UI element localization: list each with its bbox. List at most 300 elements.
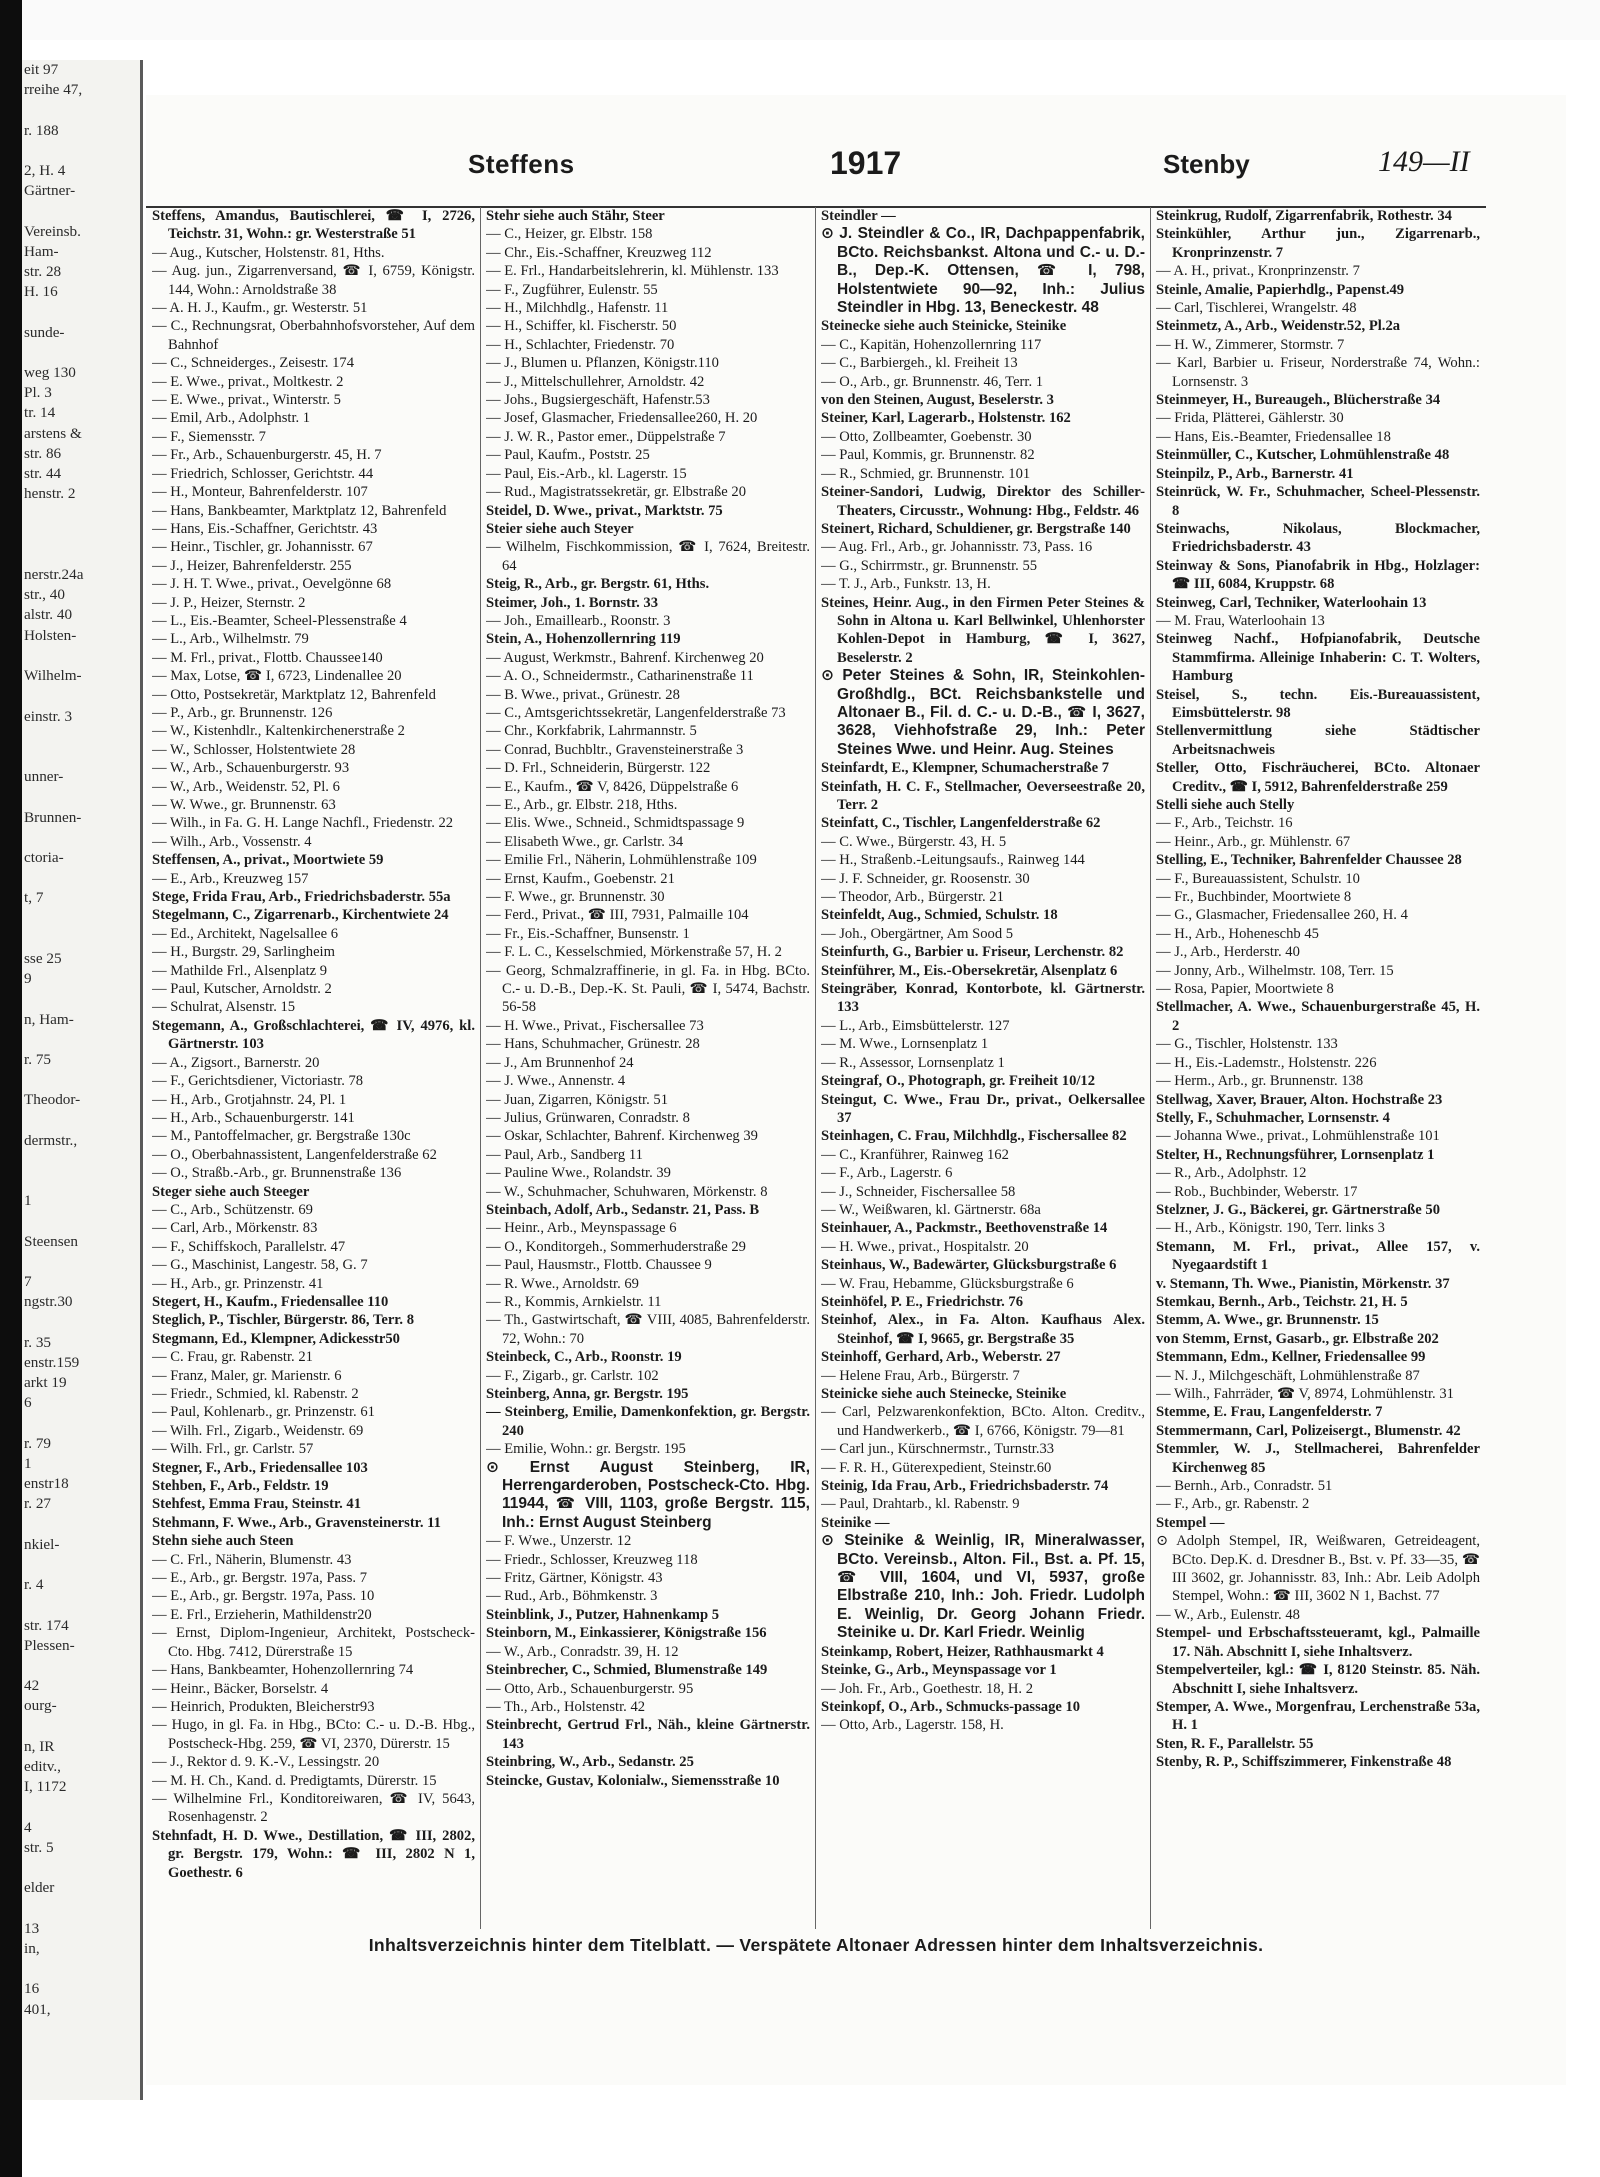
directory-entry: — Wilh. Frl., Zigarb., Weidenstr. 69	[152, 1422, 364, 1439]
directory-entry: — G., Glasmacher, Friedensallee 260, H. 4	[1156, 907, 1408, 924]
directory-entry: — J. P., Heizer, Sternstr. 2	[152, 594, 306, 611]
directory-entry: Steinkühler, Arthur jun., Zigarrenarb., Kronprinzenstr. 7	[1156, 226, 1480, 261]
directory-entry: — Fr., Eis.-Schaffner, Bunsenstr. 1	[486, 925, 690, 942]
directory-entry: — E., Arb., gr. Bergstr. 197a, Pass. 10	[152, 1588, 375, 1605]
directory-entry: — R., Kommis, Arnkielstr. 11	[486, 1293, 662, 1310]
directory-entry: — Schulrat, Alsenstr. 15	[152, 999, 296, 1016]
adjacent-page-text: elder	[24, 1879, 55, 1897]
directory-entry: — O., Oberbahnassistent, Langenfelderstraße 62	[152, 1146, 437, 1163]
adjacent-page-text: str. 86	[24, 444, 62, 462]
directory-entry: — Theodor, Arb., Bürgerstr. 21	[821, 889, 1004, 906]
directory-entry: Steinhagen, C. Frau, Milchhdlg., Fischersallee 82	[821, 1128, 1127, 1145]
adjacent-page-text: Wilhelm-	[24, 667, 82, 685]
directory-entry: ⊙ J. Steindler & Co., IR, Dachpappenfabrik, BCto. Reichsbankst. Altona und C.- u. D.-B., Dep.-K. Ottensen, ☎ I, 798, Holstentwiete 90—92, Inh.: Julius Steindler in Hbg. 13, Beneckestr. 48	[821, 225, 1145, 317]
directory-entry: — G., Schirrmstr., gr. Brunnenstr. 55	[821, 557, 1038, 574]
directory-entry: — L., Eis.-Beamter, Scheel-Plessenstraße 4	[152, 612, 407, 629]
adjacent-page-text: Brunnen-	[24, 808, 82, 826]
directory-entry: Steinberg, Anna, gr. Bergstr. 195	[486, 1386, 689, 1402]
directory-entry: — J., Am Brunnenhof 24	[486, 1054, 634, 1071]
directory-entry: Stemmermann, Carl, Polizeisergt., Blumenstr. 42	[1156, 1422, 1461, 1439]
directory-entry: — Helene Frau, Arb., Bürgerstr. 7	[821, 1367, 1020, 1384]
directory-entry: — Max, Lotse, ☎ I, 6723, Lindenallee 20	[152, 668, 402, 685]
adjacent-page-text: Ham-	[24, 242, 59, 260]
directory-entry: — F., Schiffskoch, Parallelstr. 47	[152, 1238, 346, 1255]
directory-entry: Stenby, R. P., Schiffszimmerer, Finkenstraße 48	[1156, 1754, 1452, 1771]
directory-entry: Stellenvermittlung siehe Städtischer Arbeitsnachweis	[1156, 723, 1480, 758]
adjacent-page-text	[22, 1717, 140, 1737]
adjacent-page-text: nkiel-	[24, 1535, 60, 1553]
directory-entry: Stehfest, Emma Frau, Steinstr. 41	[152, 1496, 362, 1513]
directory-entry: — Paul, Eis.-Arb., kl. Lagerstr. 15	[486, 465, 687, 482]
directory-entry: Steglich, P., Tischler, Bürgerstr. 86, Terr. 8	[152, 1312, 415, 1329]
directory-entry: — H., Monteur, Bahrenfelderstr. 107	[152, 484, 368, 501]
directory-entry: — W., Weißwaren, kl. Gärtnerstr. 68a	[821, 1201, 1041, 1218]
adjacent-page-text: nerstr.24a	[24, 566, 84, 584]
directory-entry: — E., Arb., gr. Elbstr. 218, Hths.	[486, 797, 678, 813]
directory-entry: ⊙ Peter Steines & Sohn, IR, Steinkohlen-Großhdlg., BCt. Reichsbankstelle und Altonaer B., Fil. d. C.- u. D.-B., ☎ I, 3627, 3628, Viehhofstraße 29, Inh.: Peter Steines Wwe. und Heinr. Aug. Steines	[821, 667, 1145, 758]
directory-entry: — F., Bureauassistent, Schulstr. 10	[1156, 870, 1360, 887]
adjacent-page-text	[22, 929, 140, 949]
adjacent-page-text	[22, 1171, 140, 1191]
adjacent-page-text: einstr. 3	[24, 707, 73, 725]
adjacent-page-edge	[22, 60, 143, 2100]
adjacent-page-text: Steensen	[24, 1232, 78, 1250]
adjacent-page-text: arstens &	[24, 424, 82, 442]
directory-entry: — Heinr., Arb., gr. Mühlenstr. 67	[1156, 833, 1351, 850]
adjacent-page-text: tr. 14	[24, 404, 56, 422]
directory-entry: Stemm, A. Wwe., gr. Brunnenstr. 15	[1156, 1312, 1379, 1329]
directory-entry: Steinbrecher, C., Schmied, Blumenstraße 149	[486, 1662, 768, 1679]
directory-entry: Steinert, Richard, Schuldiener, gr. Bergstraße 140	[821, 520, 1131, 537]
directory-entry: — Ferd., Privat., ☎ III, 7931, Palmaille 104	[486, 907, 749, 924]
directory-entry: — F., Arb., Lagerstr. 6	[821, 1165, 953, 1182]
directory-entry: — F. L. C., Kesselschmied, Mörkenstraße 57, H. 2	[486, 944, 782, 961]
directory-entry: — Wilh., in Fa. G. H. Lange Nachfl., Friedenstr. 22	[152, 815, 454, 832]
directory-entry: — A. H. J., Kaufm., gr. Westerstr. 51	[152, 300, 368, 317]
directory-entry: — C. Wwe., Bürgerstr. 43, H. 5	[821, 833, 1007, 850]
adjacent-page-text: str. 44	[24, 465, 62, 483]
directory-entry: — Carl, Arb., Mörkenstr. 83	[152, 1220, 318, 1237]
directory-entry: Steinhauer, A., Packmstr., Beethovenstraße 14	[821, 1220, 1108, 1237]
directory-entry: — R., Assessor, Lornsenplatz 1	[821, 1054, 1005, 1071]
directory-entry: — Heinr., Arb., Meynspassage 6	[486, 1220, 677, 1237]
directory-entry: Stegemann, A., Großschlachterei, ☎ IV, 4976, kl. Gärtnerstr. 103	[152, 1017, 475, 1053]
page-header	[146, 143, 1566, 183]
directory-entry: — E. Wwe., privat., Winterstr. 5	[152, 392, 341, 409]
adjacent-page-text: henstr. 2	[24, 485, 76, 503]
directory-entry: Steinway & Sons, Pianofabrik in Hbg., Holzlager: ☎ III, 6084, Kruppstr. 68	[1156, 557, 1480, 593]
directory-entry: Stemkau, Bernh., Arb., Teichstr. 21, H. 5	[1156, 1293, 1408, 1310]
directory-entry: Stehben, F., Arb., Feldstr. 19	[152, 1478, 329, 1495]
directory-entry: — F. Wwe., Unzerstr. 12	[486, 1533, 632, 1550]
directory-entry: Steffens, Amandus, Bautischlerei, ☎ I, 2726, Teichstr. 31, Wohn.: gr. Westerstraße 51	[152, 208, 475, 243]
directory-entry: — J., Blumen u. Pflanzen, Königstr.110	[486, 355, 719, 372]
directory-entry: — Joh., Emaillearb., Roonstr. 3	[486, 612, 671, 629]
directory-entry: — Heinrich, Produkten, Bleicherstr93	[152, 1698, 375, 1715]
directory-entry: Steller, Otto, Fischräucherei, BCto. Altonaer Creditv., ☎ I, 5912, Bahrenfelderstraße 259	[1156, 760, 1480, 795]
directory-entry: — Joh. Fr., Arb., Goethestr. 18, H. 2	[821, 1680, 1034, 1697]
directory-entry: Steinwachs, Nikolaus, Blockmacher, Friedrichsbaderstr. 43	[1156, 520, 1480, 556]
adjacent-page-text: enstr.159	[24, 1354, 80, 1371]
directory-entry: — Paul, Kaufm., Poststr. 25	[486, 447, 650, 464]
directory-entry: — Rob., Buchbinder, Weberstr. 17	[1156, 1183, 1358, 1200]
adjacent-page-text	[22, 686, 140, 706]
directory-entry: Stehmann, F. Wwe., Arb., Gravensteinerstr. 11	[152, 1514, 441, 1531]
directory-entry: — F., Arb., gr. Rabenstr. 2	[1156, 1496, 1310, 1513]
directory-entry: — H., Arb., Schauenburgerstr. 141	[152, 1109, 355, 1126]
directory-entry: — H., Straßenb.-Leitungsaufs., Rainweg 144	[821, 852, 1085, 869]
directory-entry: — Paul, Kommis, gr. Brunnenstr. 82	[821, 447, 1035, 464]
adjacent-page-text	[22, 1070, 140, 1090]
directory-entry: — C., Amtsgerichtssekretär, Langenfelderstraße 73	[486, 704, 786, 721]
adjacent-page-text: ourg-	[24, 1697, 57, 1715]
directory-entry: — H., Schlachter, Friedenstr. 70	[486, 336, 675, 353]
directory-entry: — W., Kistenhdlr., Kaltenkirchenerstraße 2	[152, 723, 405, 740]
directory-entry: — W. Wwe., gr. Brunnenstr. 63	[152, 797, 336, 813]
adjacent-page-text	[22, 100, 140, 120]
directory-entry: — P., Arb., gr. Brunnenstr. 126	[152, 704, 333, 721]
directory-entry: — Paul, Hausmstr., Flottb. Chaussee 9	[486, 1257, 712, 1274]
directory-entry: — J. F. Schneider, gr. Roosenstr. 30	[821, 870, 1030, 887]
adjacent-page-text	[22, 1656, 140, 1676]
adjacent-page-text	[22, 1252, 140, 1272]
directory-entry: — Chr., Korkfabrik, Lahrmannstr. 5	[486, 723, 697, 740]
adjacent-page-text: str. 174	[24, 1616, 69, 1634]
directory-entry: Steinrück, W. Fr., Schuhmacher, Scheel-Plessenstr. 8	[1156, 484, 1480, 519]
directory-entry: — C. Frl., Näherin, Blumenstr. 43	[152, 1551, 352, 1568]
directory-entry: — J. Wwe., Annenstr. 4	[486, 1073, 626, 1090]
directory-entry: — Frida, Plätterei, Gählerstr. 30	[1156, 410, 1344, 427]
directory-entry: — Th., Arb., Holstenstr. 42	[486, 1698, 646, 1715]
directory-entry: — Josef, Glasmacher, Friedensallee260, H. 20	[486, 410, 758, 427]
directory-entry: Stellwag, Xaver, Brauer, Alton. Hochstraße 23	[1156, 1091, 1443, 1108]
adjacent-page-text	[22, 727, 140, 747]
directory-entry: Steingraf, O., Photograph, gr. Freiheit 10/12	[821, 1073, 1096, 1090]
directory-entry: — Herm., Arb., gr. Brunnenstr. 138	[1156, 1073, 1364, 1090]
directory-entry: — Juan, Zigarren, Königstr. 51	[486, 1091, 668, 1108]
directory-entry: Steinhoff, Gerhard, Arb., Weberstr. 27	[821, 1349, 1061, 1366]
directory-entry: Stehr siehe auch Stähr, Steer	[486, 208, 665, 224]
adjacent-page-text	[22, 1151, 140, 1171]
directory-entry: Stegelmann, C., Zigarrenarb., Kirchentwiete 24	[152, 907, 449, 924]
directory-entry: — W., Arb., Weidenstr. 52, Pl. 6	[152, 778, 340, 795]
directory-entry: — Rud., Magistratssekretär, gr. Elbstraße 20	[486, 484, 747, 501]
directory-entry: — J., Heizer, Bahrenfelderstr. 255	[152, 557, 352, 574]
directory-entry: — Aug., Kutscher, Holstenstr. 81, Hths.	[152, 244, 385, 261]
adjacent-page-text: weg 130	[24, 364, 76, 382]
directory-entry: — F. R. H., Güterexpedient, Steinstr.60	[821, 1459, 1052, 1476]
directory-entry: ⊙ Steinike & Weinlig, IR, Mineralwasser, BCto. Vereinsb., Alton. Fil., Bst. a. Pf. 15, ☎ VIII, 1604, und VI, 5937, große Elbstraße 210, Inh.: Joh. Friedr. Ludolph E. Weinlig, Dr. Georg Johann Friedr. Steinike u. Dr. Karl Friedr. Weinlig	[821, 1532, 1145, 1642]
directory-entry: — Carl, Tischlerei, Wrangelstr. 48	[1156, 300, 1357, 317]
footer-note: Inhaltsverzeichnis hinter dem Titelblatt. — Verspätete Altonaer Adressen hinter dem Inhaltsverzeichnis.	[368, 1935, 1264, 1955]
adjacent-page-text: r. 4	[24, 1576, 44, 1594]
directory-entry: Steinkopf, O., Arb., Schmucks-passage 10	[821, 1698, 1081, 1715]
adjacent-page-text	[22, 504, 140, 524]
directory-entry: — Friedrich, Schlosser, Gerichtstr. 44	[152, 465, 374, 482]
directory-entry: Steinmeyer, H., Bureaugeh., Blücherstraße 34	[1156, 392, 1441, 409]
column-1	[152, 207, 475, 1929]
adjacent-page-text	[22, 1797, 140, 1817]
directory-entry: — F. Wwe., gr. Brunnenstr. 30	[486, 889, 665, 906]
adjacent-page-text: I, 1172	[24, 1778, 67, 1796]
adjacent-page-text: 6	[24, 1394, 32, 1412]
directory-entry: — F., Arb., Teichstr. 16	[1156, 815, 1293, 832]
directory-entry: — Ed., Architekt, Nagelsallee 6	[152, 925, 339, 942]
directory-entry: — H., Arb., Grotjahnstr. 24, Pl. 1	[152, 1091, 347, 1108]
directory-entry: — L., Arb., Wilhelmstr. 79	[152, 631, 309, 648]
directory-entry: — Paul, Kutscher, Arnoldstr. 2	[152, 981, 332, 998]
directory-entry: — Johs., Bugsiergeschäft, Hafenstr.53	[486, 392, 710, 409]
adjacent-page-text: rreihe 47,	[24, 81, 83, 99]
directory-entry: — Ernst, Kaufm., Goebenstr. 21	[486, 870, 675, 887]
adjacent-page-text	[22, 1030, 140, 1050]
directory-entry: — Oskar, Schlachter, Bahrenf. Kirchenweg 39	[486, 1128, 758, 1145]
directory-entry: — Paul, Arb., Sandberg 11	[486, 1146, 643, 1163]
directory-entry: Stegner, F., Arb., Friedensallee 103	[152, 1459, 368, 1476]
adjacent-page-text: arkt 19	[24, 1374, 67, 1392]
directory-entry: Steinhaus, W., Badewärter, Glücksburgstraße 6	[821, 1257, 1117, 1274]
directory-entry: — G., Maschinist, Langestr. 58, G. 7	[152, 1257, 368, 1274]
adjacent-page-text: H. 16	[24, 283, 58, 301]
adjacent-page-text: Pl. 3	[24, 384, 52, 402]
directory-entry: — W., Arb., Schauenburgerstr. 93	[152, 760, 350, 777]
directory-entry: Steinbring, W., Arb., Sedanstr. 25	[486, 1754, 694, 1771]
directory-entry: — E., Arb., gr. Bergstr. 197a, Pass. 7	[152, 1570, 367, 1587]
directory-entry: Steinbach, Adolf, Arb., Sedanstr. 21, Pass. B	[486, 1201, 760, 1218]
adjacent-page-text: Theodor-	[24, 1091, 81, 1109]
directory-entry: — Bernh., Arb., Conradstr. 51	[1156, 1478, 1333, 1495]
directory-entry: — H., Eis.-Lademstr., Holstenstr. 226	[1156, 1054, 1377, 1071]
directory-entry: — Elisabeth Wwe., gr. Carlstr. 34	[486, 833, 684, 850]
directory-entry: — C., Rechnungsrat, Oberbahnhofsvorsteher, Auf dem Bahnhof	[152, 318, 475, 353]
directory-entry: — F., Gerichtsdiener, Victoriastr. 78	[152, 1073, 364, 1090]
directory-entry: Stege, Frida Frau, Arb., Friedrichsbaderstr. 55a	[152, 889, 451, 906]
adjacent-page-text	[22, 141, 140, 161]
directory-entry: — J. H. T. Wwe., privat., Oevelgönne 68	[152, 576, 392, 593]
adjacent-page-text: 16	[24, 1980, 40, 1998]
directory-entry: Stellmacher, A. Wwe., Schauenburgerstraße 45, H. 2	[1156, 999, 1480, 1034]
directory-entry: — A., Zigsort., Barnerstr. 20	[152, 1054, 320, 1071]
adjacent-page-text: 42	[24, 1677, 40, 1695]
directory-entry: Steinhof, Alex., in Fa. Alton. Kaufhaus Alex. Steinhof, ☎ I, 9665, gr. Bergstraße 35	[821, 1312, 1145, 1347]
adjacent-page-text: Holsten-	[24, 626, 77, 644]
directory-entry: — W., Arb., Eulenstr. 48	[1156, 1606, 1300, 1623]
directory-entry: — Otto, Postsekretär, Marktplatz 12, Bahrenfeld	[152, 686, 436, 703]
directory-entry: — O., Konditorgeh., Sommerhuderstraße 29	[486, 1238, 746, 1255]
directory-entry: — Joh., Obergärtner, Am Sood 5	[821, 925, 1014, 942]
column-2	[486, 207, 810, 1929]
directory-entry: — A. O., Schneidermstr., Catharinenstraße 11	[486, 668, 754, 685]
directory-entry: Steinkrug, Rudolf, Zigarrenfabrik, Rothestr. 34	[1156, 208, 1452, 224]
directory-entry: Steincke, Gustav, Kolonialw., Siemensstraße 10	[486, 1772, 780, 1789]
directory-entry: Stelli siehe auch Stelly	[1156, 797, 1295, 813]
directory-entry: — C., Arb., Schützenstr. 69	[152, 1201, 313, 1218]
directory-entry: — Fritz, Gärtner, Königstr. 43	[486, 1570, 663, 1587]
directory-entry: Steingräber, Konrad, Kontorbote, kl. Gärtnerstr. 133	[821, 981, 1145, 1016]
directory-entry: — Aug. Frl., Arb., gr. Johannisstr. 73, Pass. 16	[821, 539, 1093, 556]
adjacent-page-text: str. 28	[24, 263, 62, 281]
directory-entry: Steinbeck, C., Arb., Roonstr. 19	[486, 1349, 682, 1366]
directory-entry: — Wilhelmine Frl., Konditoreiwaren, ☎ IV, 5643, Rosenhagenstr. 2	[152, 1790, 475, 1826]
directory-entry: von Stemm, Ernst, Gasarb., gr. Elbstraße 202	[1156, 1330, 1439, 1347]
directory-entry: — T. J., Arb., Funkstr. 13, H.	[821, 576, 991, 593]
directory-page	[146, 95, 1566, 2085]
directory-entry: — A. H., privat., Kronprinzenstr. 7	[1156, 263, 1360, 280]
directory-entry: Stemper, A. Wwe., Morgenfrau, Lerchenstraße 53a, H. 1	[1156, 1698, 1480, 1734]
directory-entry: — Julius, Grünwaren, Conradstr. 8	[486, 1109, 690, 1126]
directory-entry: — Wilh. Frl., gr. Carlstr. 57	[152, 1441, 314, 1458]
directory-entry: — Hans, Bankbeamter, Marktplatz 12, Bahrenfeld	[152, 502, 447, 519]
adjacent-page-text: enstr18	[24, 1475, 69, 1493]
directory-entry: Steingut, C. Wwe., Frau Dr., privat., Oelkersallee 37	[821, 1091, 1145, 1126]
directory-entry: — G., Tischler, Holstenstr. 133	[1156, 1036, 1338, 1053]
directory-entry: Steinfath, H. C. F., Stellmacher, Oeverseestraße 20, Terr. 2	[821, 778, 1145, 813]
adjacent-page-text: n, Ham-	[24, 1010, 74, 1028]
directory-entry: — C., Kapitän, Hohenzollernring 117	[821, 336, 1042, 353]
directory-entry: — Johanna Wwe., privat., Lohmühlenstraße 101	[1156, 1128, 1440, 1145]
adjacent-page-text	[22, 1595, 140, 1615]
adjacent-page-text: eit 97	[24, 61, 59, 78]
directory-entry: — H. W., Zimmerer, Stormstr. 7	[1156, 336, 1345, 353]
adjacent-page-text: ctoria-	[24, 848, 64, 866]
directory-entry: — Friedr., Schmied, kl. Rabenstr. 2	[152, 1386, 359, 1402]
directory-entry: — Rud., Arb., Böhmkenstr. 3	[486, 1588, 658, 1605]
directory-entry: — C. Frau, gr. Rabenstr. 21	[152, 1349, 313, 1366]
directory-entry: — E., Arb., Kreuzweg 157	[152, 870, 309, 887]
adjacent-page-text: ngstr.30	[24, 1293, 73, 1311]
directory-entry: — M. Frl., privat., Flottb. Chaussee140	[152, 649, 383, 666]
directory-entry: von den Steinen, August, Beselerstr. 3	[821, 392, 1054, 409]
directory-entry: — Friedr., Schlosser, Kreuzweg 118	[486, 1551, 698, 1568]
adjacent-page-text: 2, H. 4	[24, 162, 66, 180]
directory-entry: — F., Siemensstr. 7	[152, 428, 266, 445]
directory-entry: — Otto, Zollbeamter, Goebenstr. 30	[821, 428, 1032, 445]
directory-entry: Steig, R., Arb., gr. Bergstr. 61, Hths.	[486, 576, 710, 593]
adjacent-page-text: 13	[24, 1919, 40, 1937]
directory-entry: — Heinr., Tischler, gr. Johannisstr. 67	[152, 539, 373, 556]
directory-entry: — Emilie Frl., Näherin, Lohmühlenstraße 109	[486, 852, 757, 869]
directory-entry: — R., Schmied, gr. Brunnenstr. 101	[821, 465, 1031, 482]
directory-entry: — Paul, Drahtarb., kl. Rabenstr. 9	[821, 1496, 1020, 1513]
directory-entry: Steinfeldt, Aug., Schmied, Schulstr. 18	[821, 907, 1058, 924]
directory-entry: — H., Arb., Königstr. 190, Terr. links 3	[1156, 1220, 1385, 1237]
adjacent-page-text: 7	[24, 1273, 32, 1291]
directory-entry: — J., Arb., Herderstr. 40	[1156, 944, 1300, 961]
adjacent-page-text: 1	[24, 1192, 32, 1210]
page-number: 149—II	[1378, 145, 1470, 178]
directory-entry: — W., Arb., Conradstr. 39, H. 12	[486, 1643, 679, 1660]
directory-entry: Steinike —	[821, 1514, 890, 1531]
directory-entry: — Conrad, Buchbltr., Gravensteinerstraße 3	[486, 741, 744, 758]
adjacent-page-text: r. 75	[24, 1050, 52, 1068]
adjacent-page-text: 4	[24, 1818, 32, 1836]
directory-entry: Steinpilz, P., Arb., Barnerstr. 41	[1156, 465, 1354, 482]
directory-entry: — Th., Gastwirtschaft, ☎ VIII, 4085, Bahrenfelderstr. 72, Wohn.: 70	[486, 1312, 810, 1347]
adjacent-page-text: r. 188	[24, 121, 59, 139]
directory-entry: — H. Wwe., privat., Hospitalstr. 20	[821, 1238, 1029, 1255]
directory-entry: — H., Arb., Hoheneschb 45	[1156, 925, 1319, 942]
directory-entry: — Mathilde Frl., Alsenplatz 9	[152, 962, 328, 979]
directory-entry: — C., Kranführer, Rainweg 162	[821, 1146, 1009, 1163]
adjacent-page-text: str. 5	[24, 1838, 54, 1856]
directory-entry: — August, Werkmstr., Bahrenf. Kirchenweg 20	[486, 649, 764, 666]
directory-entry: Stemann, M. Frl., privat., Allee 157, v. Nyegaardstift 1	[1156, 1238, 1480, 1274]
directory-entry: Stempel —	[1156, 1514, 1225, 1531]
directory-entry: — J. W. R., Pastor emer., Düppelstraße 7	[486, 428, 726, 445]
directory-entry: Steffensen, A., privat., Moortwiete 59	[152, 852, 384, 869]
adjacent-page-text: sunde-	[24, 323, 65, 341]
directory-entry: ⊙ Adolph Stempel, IR, Weißwaren, Getreideagent, BCto. Dep.K. d. Dresdner B., Bst. v. Pf. 33—35, ☎ III 3602, gr. Johannisstr. 83, Inh.: Abr. Leib Adolph Stempel, Wohn.: ☎ III, 3602 N 1, Bachst. 77	[1156, 1533, 1480, 1605]
column-4	[1156, 207, 1480, 1929]
directory-entry: — Wilh., Arb., Vossenstr. 4	[152, 833, 312, 850]
directory-entry: — B. Wwe., privat., Grünestr. 28	[486, 686, 680, 703]
adjacent-page-text: sse 25	[24, 949, 62, 967]
adjacent-page-text	[22, 525, 140, 545]
adjacent-page-text	[22, 828, 140, 848]
directory-entry: — W., Schuhmacher, Schuhwaren, Mörkenstr. 8	[486, 1183, 768, 1200]
directory-entry: — Hugo, in gl. Fa. in Hbg., BCto: C.- u. D.-B. Hbg., Postscheck-Hbg. 259, ☎ VI, 2370, Dürerstr. 15	[152, 1717, 475, 1752]
directory-entry: — Carl jun., Kürschnermstr., Turnstr.33	[821, 1441, 1055, 1458]
column-divider	[815, 207, 816, 1929]
directory-entry: — N. J., Milchgeschäft, Lohmühlenstraße 87	[1156, 1367, 1420, 1384]
directory-entry: — O., Straßb.-Arb., gr. Brunnenstraße 136	[152, 1165, 402, 1182]
directory-entry: Steinke, G., Arb., Meynspassage vor 1	[821, 1662, 1057, 1679]
adjacent-page-text	[22, 302, 140, 322]
directory-entry: — C., Heizer, gr. Elbstr. 158	[486, 226, 653, 243]
column-3	[821, 207, 1145, 1929]
directory-entry: Steinecke siehe auch Steinicke, Steinike	[821, 318, 1067, 335]
adjacent-page-text: r. 79	[24, 1434, 52, 1452]
adjacent-page-text: str., 40	[24, 586, 65, 604]
directory-entry: Stempel- und Erbschaftssteueramt, kgl., Palmaille 17. Näh. Abschnitt I, siehe Inhaltsverz.	[1156, 1625, 1480, 1660]
directory-entry: Steisel, S., techn. Eis.-Bureauassistent, Eimsbüttelerstr. 98	[1156, 686, 1480, 721]
directory-entry: — D. Frl., Schneiderin, Bürgerstr. 122	[486, 760, 711, 777]
directory-entry: — C., Schneiderges., Zeisestr. 174	[152, 355, 354, 372]
column-divider	[1150, 207, 1151, 1929]
directory-entry: — E. Frl., Handarbeitslehrerin, kl. Mühlenstr. 133	[486, 263, 779, 280]
directory-entry: Steinborn, M., Einkassierer, Königstraße 156	[486, 1625, 767, 1642]
adjacent-page-text	[22, 1212, 140, 1232]
directory-entry: Steimer, Joh., 1. Bornstr. 33	[486, 594, 659, 611]
adjacent-page-text	[22, 747, 140, 767]
directory-entry: — Hans, Schuhmacher, Grünestr. 28	[486, 1036, 700, 1053]
directory-entry: Stemme, E. Frau, Langenfelderstr. 7	[1156, 1404, 1383, 1421]
directory-entry: Steinführer, M., Eis.-Obersekretär, Alsenplatz 6	[821, 962, 1118, 979]
adjacent-page-text	[22, 343, 140, 363]
directory-entry: — Paul, Kohlenarb., gr. Prinzenstr. 61	[152, 1404, 375, 1421]
adjacent-page-text	[22, 868, 140, 888]
header-year: 1917	[830, 145, 902, 181]
adjacent-page-text	[22, 545, 140, 565]
directory-entry: Stemmler, W. J., Stellmacherei, Bahrenfelder Kirchenweg 85	[1156, 1441, 1480, 1476]
adjacent-page-text	[22, 1111, 140, 1131]
directory-entry: Steines, Heinr. Aug., in den Firmen Peter Steines & Sohn in Altona u. Karl Bellwinkel, Uhlenhorster Kohlen-Depot in Hamburg, ☎ I, 3627, Beselerstr. 2	[821, 594, 1145, 666]
directory-entry: Stehnfadt, H. D. Wwe., Destillation, ☎ III, 2802, gr. Bergstr. 179, Wohn.: ☎ III, 2802 N 1, Goethestr. 6	[152, 1827, 475, 1881]
directory-entry: Stempelverteiler, kgl.: ☎ I, 8120 Steinstr. 85. Näh. Abschnitt I, siehe Inhaltsverz.	[1156, 1662, 1480, 1697]
adjacent-page-text	[22, 909, 140, 929]
directory-entry: v. Stemann, Th. Wwe., Pianistin, Mörkenstr. 37	[1156, 1275, 1450, 1292]
directory-entry: Stein, A., Hohenzollernring 119	[486, 631, 681, 648]
directory-entry: Steinig, Ida Frau, Arb., Friedrichsbaderstr. 74	[821, 1478, 1109, 1495]
directory-entry: Stelter, H., Rechnungsführer, Lornsenplatz 1	[1156, 1146, 1435, 1163]
directory-entry: — J., Rektor d. 9. K.-V., Lessingstr. 20	[152, 1754, 380, 1771]
adjacent-page-text	[22, 1414, 140, 1434]
adjacent-page-text	[22, 1555, 140, 1575]
directory-entry: — Pauline Wwe., Rolandstr. 39	[486, 1165, 671, 1182]
directory-entry: — C., Barbiergeh., kl. Freiheit 13	[821, 355, 1018, 372]
directory-entry: — Hans, Eis.-Schaffner, Gerichtstr. 43	[152, 520, 378, 537]
adjacent-page-text: editv.,	[24, 1758, 61, 1776]
